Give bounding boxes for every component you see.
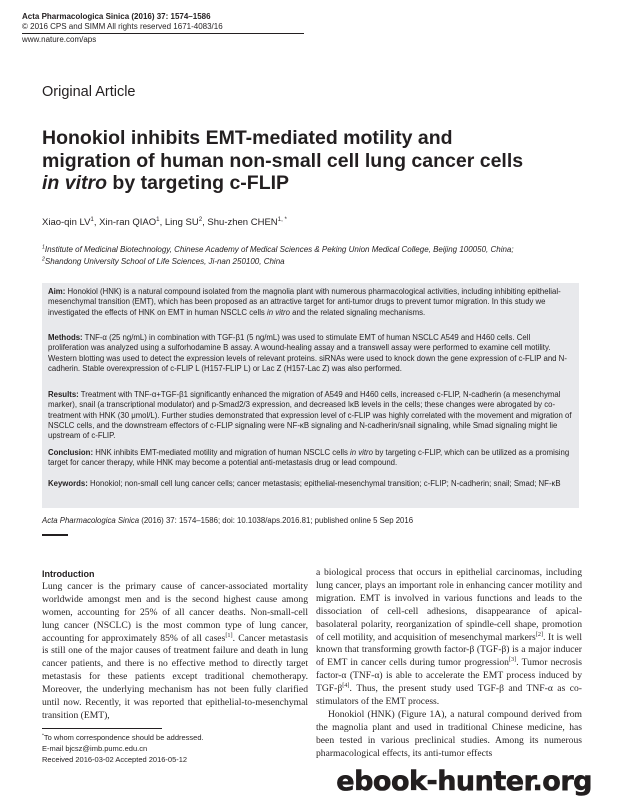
affiliation-2: $^2$Shandong University School of Life Sciences, Ji-nan 250100, China [42, 256, 285, 266]
abstract-conclusion: Conclusion: HNK inhibits EMT-mediated motility and migration of human NSCLC cells in vitro by targeting c-FLIP, which can be utilized as a promising target for cancer therapy, while HNK may become a potential anti-metastasis drug or lead compound. [48, 448, 570, 468]
watermark-logo: ebook-hunter.org [336, 766, 592, 797]
title-line-3: in vitro by targeting c-FLIP [42, 172, 290, 194]
intro-paragraph-3: Honokiol (HNK) (Figure 1A), a natural compound derived from the magnolia plant and used in traditional Chinese medicine, has been tested in various preclinical studies. Among its numerous pharmacological effects, its anti-tumor effects [316, 708, 582, 759]
copyright-line: © 2016 CPS and SIMM All rights reserved 1671-4083/16 [22, 22, 223, 31]
author: Xiao-qin LV [42, 217, 91, 228]
header-divider [22, 33, 304, 34]
intro-paragraph-1: Lung cancer is the primary cause of cancer-associated mortality worldwide amongst men and is the second highest cause among women, accounting for 25% of all cancer deaths. Non-small-cell lung cancer (NSCLC) is the most common type of lung cancer, accounting for approximately 85% of all cases[1]. Cancer metastasis is still one of the major causes of treatment failure and death in lung cancer patients, and there is no effective method to directly target metastasis for these patients except traditional chemotherapy. Moreover, the underlying mechanism has not been fully clarified until now. Recently, it was reported that epithelial-to-mesenchymal transition (EMT), [42, 580, 308, 721]
abstract-methods: Methods: TNF-α (25 ng/mL) in combination with TGF-β1 (5 ng/mL) was used to stimulate EMT of human NSCLC A549 and H460 cells. Cell proliferation was analyzed using a sulforhodamine B assay. A wound-healing assay and a transwell assay were performed to examine cell motility. Western blotting was used to detect the expression levels of relevant proteins. siRNAs were used to knock down the gene expression of c-FLIP and N-cadherin. Stable overexpression of c-FLIP L (H157-FLIP L) or Lac Z (H157-Lac Z) was also performed. [48, 333, 567, 373]
journal-header-line: Acta Pharmacologica Sinica (2016) 37: 1574–1586 [22, 12, 211, 21]
right-column [316, 567, 582, 761]
section-label: Original Article [42, 84, 136, 100]
intro-heading: Introduction [42, 569, 95, 579]
left-column [42, 568, 308, 723]
author: Xin-ran QIAO [99, 217, 157, 228]
abstract-box [42, 283, 579, 508]
email-line: E-mail bjcsz@imb.pumc.edu.cn [42, 744, 148, 753]
correspondence-note: *To whom correspondence should be addressed. [42, 733, 204, 742]
article-title [42, 127, 602, 195]
title-line-1: Honokiol inhibits EMT-mediated motility and [42, 127, 453, 149]
title-line-2: migration of human non-small cell lung cancer cells [42, 149, 524, 172]
citation-line: Acta Pharmacologica Sinica (2016) 37: 1574–1586; doi: 10.1038/aps.2016.81; published online 5 Sep 2016 [42, 516, 414, 525]
intro-paragraph-2: a biological process that occurs in epithelial carcinomas, including lung cancer, plays an important role in enhancing cancer motility and migration. EMT is involved in various functions and leads to the dissociation of cell-cell adhesions, disappearance of apical-basolateral polarity, reorganization of spindle-cell shape, promotion of cell motility, and acquisition of mesenchymal markers[2]. It is well known that transforming growth factor-β (TGF-β) is a major inducer of EMT in cancer cells during tumor progression[3]. Tumor necrosis factor-α (TNF-α) is able to accelerate the EMT process induced by TGF-β[4]. Thus, the present study used TGF-β and TNF-α as co-stimulators of the EMT process. [316, 567, 583, 708]
abstract-keywords: Keywords: Honokiol; non-small cell lung cancer cells; cancer metastasis; epithelial-mesenchymal transition; c-FLIP; N-cadherin; snail; Smad; NF-κB [48, 479, 561, 488]
journal-url: www.nature.com/aps [22, 35, 97, 44]
abstract-aim: Aim: Honokiol (HNK) is a natural compound isolated from the magnolia plant with numerous pharmacological activities, including inhibiting epithelial-mesenchymal transition (EMT), which has been proposed as an attractive target for anti-tumor drugs to prevent tumor migration. In this study we investigated the effects of HNK on EMT in human NSCLC cells in vitro and the related signaling mechanisms. [48, 287, 561, 317]
author: Shu-zhen CHEN [207, 217, 278, 228]
affiliation-1: $^1$Institute of Medicinal Biotechnology, Chinese Academy of Medical Sciences & Peking Union Medical College, Beijing 100050, China; [42, 244, 514, 254]
footnote-divider [42, 728, 162, 729]
received-dates: Received 2016-03-02 Accepted 2016-05-12 [42, 755, 188, 764]
author-list: Xiao-qin $LV^1$, Xin-ran QIAO$^1$, Ling $SU^2$, Shu-zhen $CHEN^{1, *}$ [42, 215, 287, 228]
author: Ling SU [164, 217, 199, 228]
section-divider [42, 534, 68, 536]
abstract-results: Results: Treatment with TNF-α+TGF-β1 significantly enhanced the migration of A549 and H460 cells, increased c-FLIP, N-cadherin (a mesenchymal marker), snail (a transcriptional modulator) and p-Smad2/3 expression, and decreased IκB levels in the cells; these changes were abrogated by co-treatment with HNK (30 μmol/L). Further studies demonstrated that expression level of c-FLIP was highly correlated with the movement and migration of NSCLC cells, and the downstream effectors of c-FLIP signaling were NF-κB signaling and N-cadherin/snail signaling, while Smad signaling might lie upstream of c-FLIP. [48, 390, 572, 441]
